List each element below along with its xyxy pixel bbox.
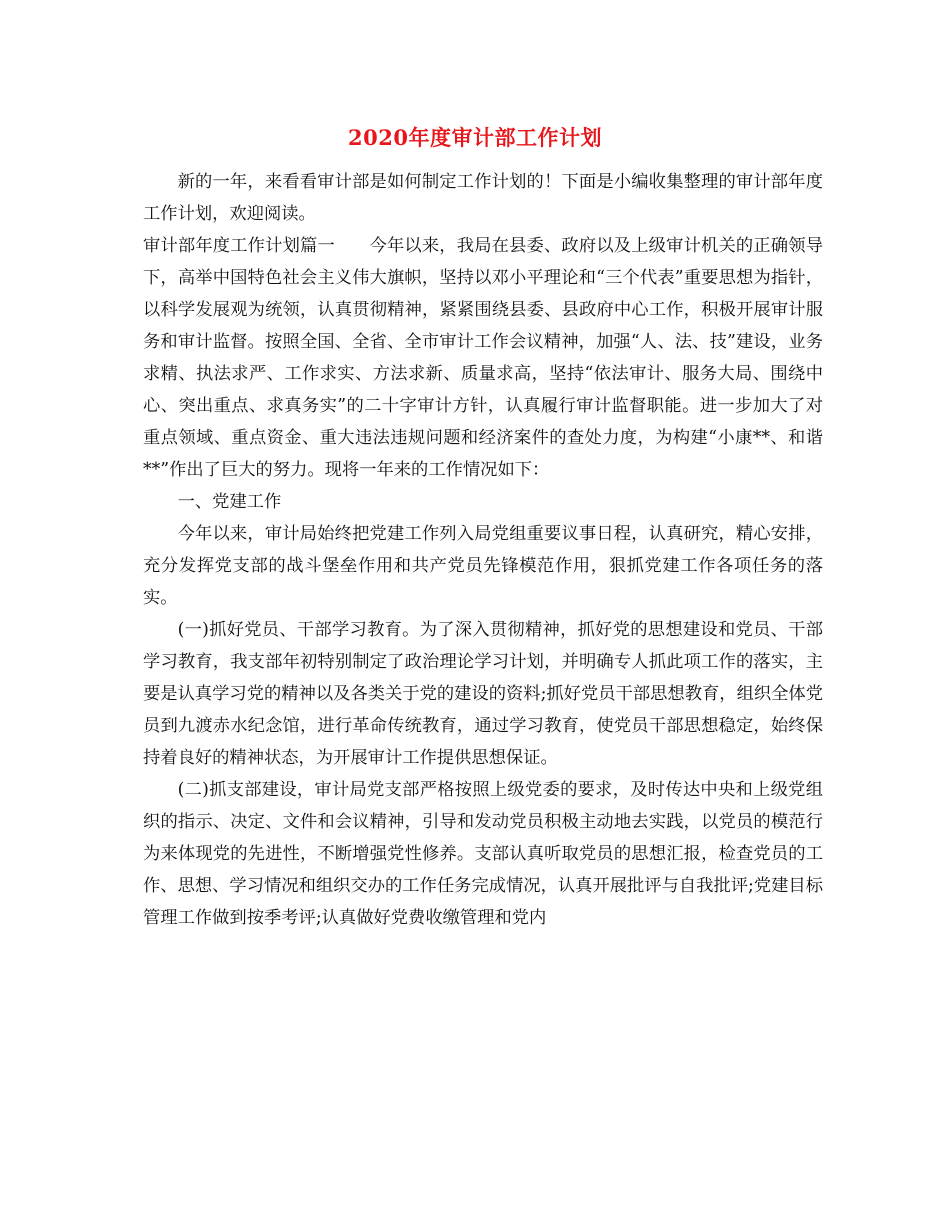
paragraph-branch-building: (二)抓支部建设，审计局党支部严格按照上级党委的要求，及时传达中央和上级党组织的指示、决定、文件和会议精神，引导和发动党员积极主动地去实践，以党员的模范行为来体现党的先进性，不断增强党性修养。支部认真听取党员的思想汇报，检查党员的工作、思想、学习情况和组织交办的工作任务完成情况，认真开展批评与自我批评;党建目标管理工作做到按季考评;认真做好党费收缴管理和党内 [143,780,823,928]
paragraph-study-education: (一)抓好党员、干部学习教育。为了深入贯彻精神，抓好党的思想建设和党员、干部学习教育，我支部年初特别制定了政治理论学习计划，并明确专人抓此项工作的落实，主要是认真学习党的精神以及各类关于党的建设的资料;抓好党员干部思想教育，组织全体党员到九渡赤水纪念馆，进行革命传统教育，通过学习教育，使党员干部思想稳定，始终保持着良好的精神状态，为开展审计工作提供思想保证。 [143,620,823,768]
section-heading-party-building: 一、党建工作 [177,492,282,512]
document-body [143,166,823,934]
paragraph-party-building: 今年以来，审计局始终把党建工作列入局党组重要议事日程，认真研究，精心安排，充分发挥党支部的战斗堡垒作用和共产党员先锋模范作用，狠抓党建工作各项任务的落实。 [143,524,823,608]
document-title: 2020年度审计部工作计划 [348,125,602,150]
paragraph-intro: 新的一年，来看看审计部是如何制定工作计划的！下面是小编收集整理的审计部年度工作计划，欢迎阅读。 [143,172,823,224]
paragraph-section-one [143,230,823,486]
paragraph-text: 今年以来，我局在县委、政府以及上级审计机关的正确领导下，高举中国特色社会主义伟大旗帜，坚持以邓小平理论和“三个代表”重要思想为指针，以科学发展观为统领，认真贯彻精神，紧紧围绕县委、县政府中心工作，积极开展审计服务和审计监督。按照全国、全省、全市审计工作会议精神，加强“人、法、技”建设，业务求精、执法求严、工作求实、方法求新、质量求高，坚持“依法审计、服务大局、围绕中心、突出重点、求真务实”的二十字审计方针，认真履行审计监督职能。进一步加大了对重点领域、重点资金、重大违法违规问题和经济案件的查处力度，为构建“小康**、和谐**”作出了巨大的努力。现将一年来的工作情况如下： [143,236,823,480]
inline-heading: 审计部年度工作计划篇一 [143,236,335,256]
